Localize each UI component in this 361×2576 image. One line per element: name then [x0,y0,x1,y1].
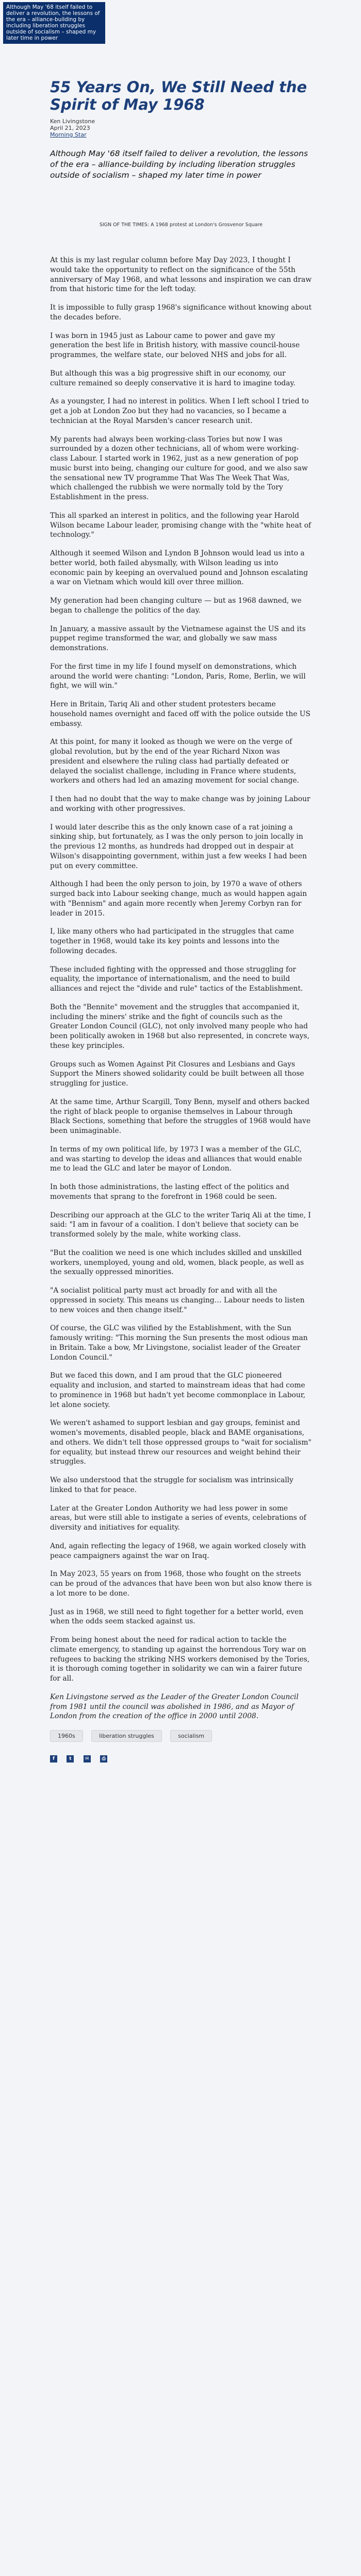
article-paragraph: At the same time, Arthur Scargill, Tony Benn, myself and others backed the right of black people to organise themselves in Labour through Black Sections, something that before the struggles of 1968 would have been unimaginable. [50,1097,311,1135]
paragraph-list [50,256,312,1684]
article-paragraph: In both those administrations, the lasting effect of the politics and movements that sprang to the forefront in 1968 could be seen. [50,1183,289,1201]
byline [50,118,205,138]
article-title: 55 Years On, We Still Need the Spirit of May 1968 [50,78,307,113]
article-paragraph: "But the coalition we need is one which includes skilled and unskilled workers, unemployed, young and old, women, black people, as well as the sexually oppressed minorities. [50,1248,304,1277]
tagline-text: Although May '68 itself failed to deliver a revolution, the lessons of the era – alliance-building by including liberation struggles outside of socialism – shaped my later time in power [6,4,100,41]
facebook-icon[interactable]: f [50,1755,57,1762]
tag[interactable]: 1960s [50,1730,83,1742]
article-paragraph: Of course, the GLC was vilified by the Establishment, with the Sun famously writing: "This morning the Sun presents the most odious man in Britain. Take a bow, Mr Livingstone, socialist leader of the Greater London Council." [50,1324,308,1362]
article-paragraph: At this is my last regular column before May Day 2023, I thought I would take the opportunity to reflect on the significance of the 55th anniversary of May 1968, and what lessons and inspiration we can draw from that historic time for the left today. [50,256,312,294]
article-paragraph: Although I had been the only person to join, by 1970 a wave of others surged back into Labour seeking change, much as would happen again with "Bennism" and again more recently when Jeremy Corbyn ran for leader in 2015. [50,880,307,918]
article-paragraph: Groups such as Women Against Pit Closures and Lesbians and Gays Support the Miners showed solidarity could be built between all those struggling for justice. [50,1060,304,1088]
article-paragraph: My parents had always been working-class Tories but now I was surrounded by a dozen other technicians, all of whom were working-class Labour. I started work in 1962, just as a new generation of pop music burst into being, changing our culture for good, and we also saw the sensational new TV programme That Was The Week That Was, which challenged the rubbish we were normally told by the Tory Establishment in the press. [50,435,308,501]
article-paragraph: But we faced this down, and I am proud that the GLC pioneered equality and inclusion, and started to mainstream ideas that had come to prominence in 1968 but hadn't yet become commonplace in Labour, let alone society. [50,1371,306,1409]
publish-date: April 21, 2023 [50,125,90,131]
tag[interactable]: socialism [170,1730,212,1742]
article-paragraph: Describing our approach at the GLC to the writer Tariq Ali at the time, I said: "I am in favour of a coalition. I don't believe that society can be transformed solely by the male, white working class. [50,1211,311,1239]
source-link[interactable]: Morning Star [50,131,87,138]
article-paragraph: For the first time in my life I found myself on demonstrations, which around the world were chanting: "London, Paris, Rome, Berlin, we will fight, we will win." [50,662,306,690]
print-icon[interactable]: ⎙ [100,1755,107,1762]
tagline-box [3,2,105,44]
author: Ken Livingstone [50,118,95,125]
article-paragraph: And, again reflecting the legacy of 1968, we again worked closely with peace campaigners against the war on Iraq. [50,1541,306,1560]
author-note: Ken Livingstone served as the Leader of the Greater London Council from 1981 until the council was abolished in 1986, and as Mayor of London from the creation of the office in 2000 until 2008. [50,1692,299,1721]
article-paragraph: It is impossible to fully grasp 1968's significance without knowing about the decades before. [50,303,312,321]
article-paragraph: We also understood that the struggle for socialism was intrinsically linked to that for peace. [50,1476,293,1494]
article-body [50,256,312,1763]
email-icon[interactable]: ✉ [84,1755,91,1762]
article-paragraph: I would later describe this as the only known case of a rat joining a sinking ship, but fortunately, as I was the only person to join locally in the previous 12 months, as hundreds had dropped out in despair at Wilson's disappointing government, within just a few weeks I had been put on every committee. [50,823,307,870]
article-paragraph: Here in Britain, Tariq Ali and other student protesters became household names overnight and faced off with the police outside the US embassy. [50,700,310,728]
article-paragraph: "A socialist political party must act broadly for and with all the oppressed in society. This means us changing… Labour needs to listen to new voices and then change itself." [50,1286,305,1314]
article-paragraph: At this point, for many it looked as though we were on the verge of global revolution, but by the end of the year Richard Nixon was president and elsewhere the ruling class had partially defeated or delayed the socialist challenge, including in France where students, workers and others had led an amazing movement for social change. [50,738,299,785]
article-paragraph: Both the "Bennite" movement and the struggles that accompanied it, including the miners' strike and the fight of councils such as the Greater London Council (GLC), not only involved many people who had been politically awoken in 1968 but also represented, in concrete ways, these key principles. [50,1003,309,1050]
article-paragraph: But although this was a big progressive shift in our economy, our culture remained so deeply conservative it is hard to imagine today. [50,369,296,387]
article-paragraph: From being honest about the need for radical action to tackle the climate emergency, to standing up against the horrendous Tory war on refugees to backing the striking NHS workers demonised by the Tories, it is thorough coming together in solidarity we can win a fairer future for all. [50,1636,310,1683]
share-bar [50,1753,312,1763]
photo-caption: SIGN OF THE TIMES: A 1968 protest at London's Grosvenor Square [99,222,263,228]
article-paragraph: In May 2023, 55 years on from 1968, those who fought on the streets can be proud of the advances that have been won but also know there is a lot more to be done. [50,1570,312,1598]
article-paragraph: In terms of my own political life, by 1973 I was a member of the GLC, and was starting to develop the ideas and alliances that would enable me to lead the GLC and later be mayor of London. [50,1145,302,1173]
article-paragraph: These included fighting with the oppressed and those struggling for equality, the importance of internationalism, and the need to build alliances and reject the "divide and rule" tactics of the Establishment. [50,965,303,993]
article-paragraph: Just as in 1968, we still need to fight together for a better world, even when the odds seem stacked against us. [50,1607,304,1626]
twitter-icon[interactable]: t [67,1755,74,1762]
tag-list [50,1730,312,1742]
lede: Although May '68 itself failed to deliver a revolution, the lessons of the era – alliance-building by including liberation struggles outside of socialism – shaped my later time in power [50,149,308,180]
article-paragraph: In January, a massive assault by the Vietnamese against the US and its puppet regime transformed the war, and globally we saw mass demonstrations. [50,624,306,652]
article-paragraph: Although it seemed Wilson and Lyndon B Johnson would lead us into a better world, both failed abysmally, with Wilson leading us into economic pain by keeping an overvalued pound and Johnson escalating a war on Vietnam which would kill over three million. [50,549,308,587]
article-paragraph: My generation had been changing culture — but as 1968 dawned, we began to challenge the politics of the day. [50,597,302,615]
tag[interactable]: liberation struggles [91,1730,162,1742]
article-paragraph: Later at the Greater London Authority we had less power in some areas, but were still able to instigate a series of events, celebrations of diversity and initiatives for equality. [50,1504,306,1532]
article-paragraph: I, like many others who had participated in the struggles that came together in 1968, would take its key points and lessons into the following decades. [50,927,294,955]
article-paragraph: As a youngster, I had no interest in politics. When I left school I tried to get a job at London Zoo but they had no vacancies, so I became a technician at the Royal Marsden's cancer research unit. [50,397,309,425]
article-paragraph: This all sparked an interest in politics, and the following year Harold Wilson became Labour leader, promising change with the "white heat of technology." [50,511,311,539]
article-paragraph: I was born in 1945 just as Labour came to power and gave my generation the best life in British history, with massive council-house programmes, the welfare state, our beloved NHS and jobs for all. [50,331,300,359]
article-paragraph: I then had no doubt that the way to make change was by joining Labour and working with other progressives. [50,795,310,813]
article-paragraph: We weren't ashamed to support lesbian and gay groups, feminist and women's movements, disabled people, black and BAME organisations, and others. We didn't tell those oppressed groups to "wait for socialism" for equality, but instead threw our resources and weight behind their struggles. [50,1419,311,1466]
